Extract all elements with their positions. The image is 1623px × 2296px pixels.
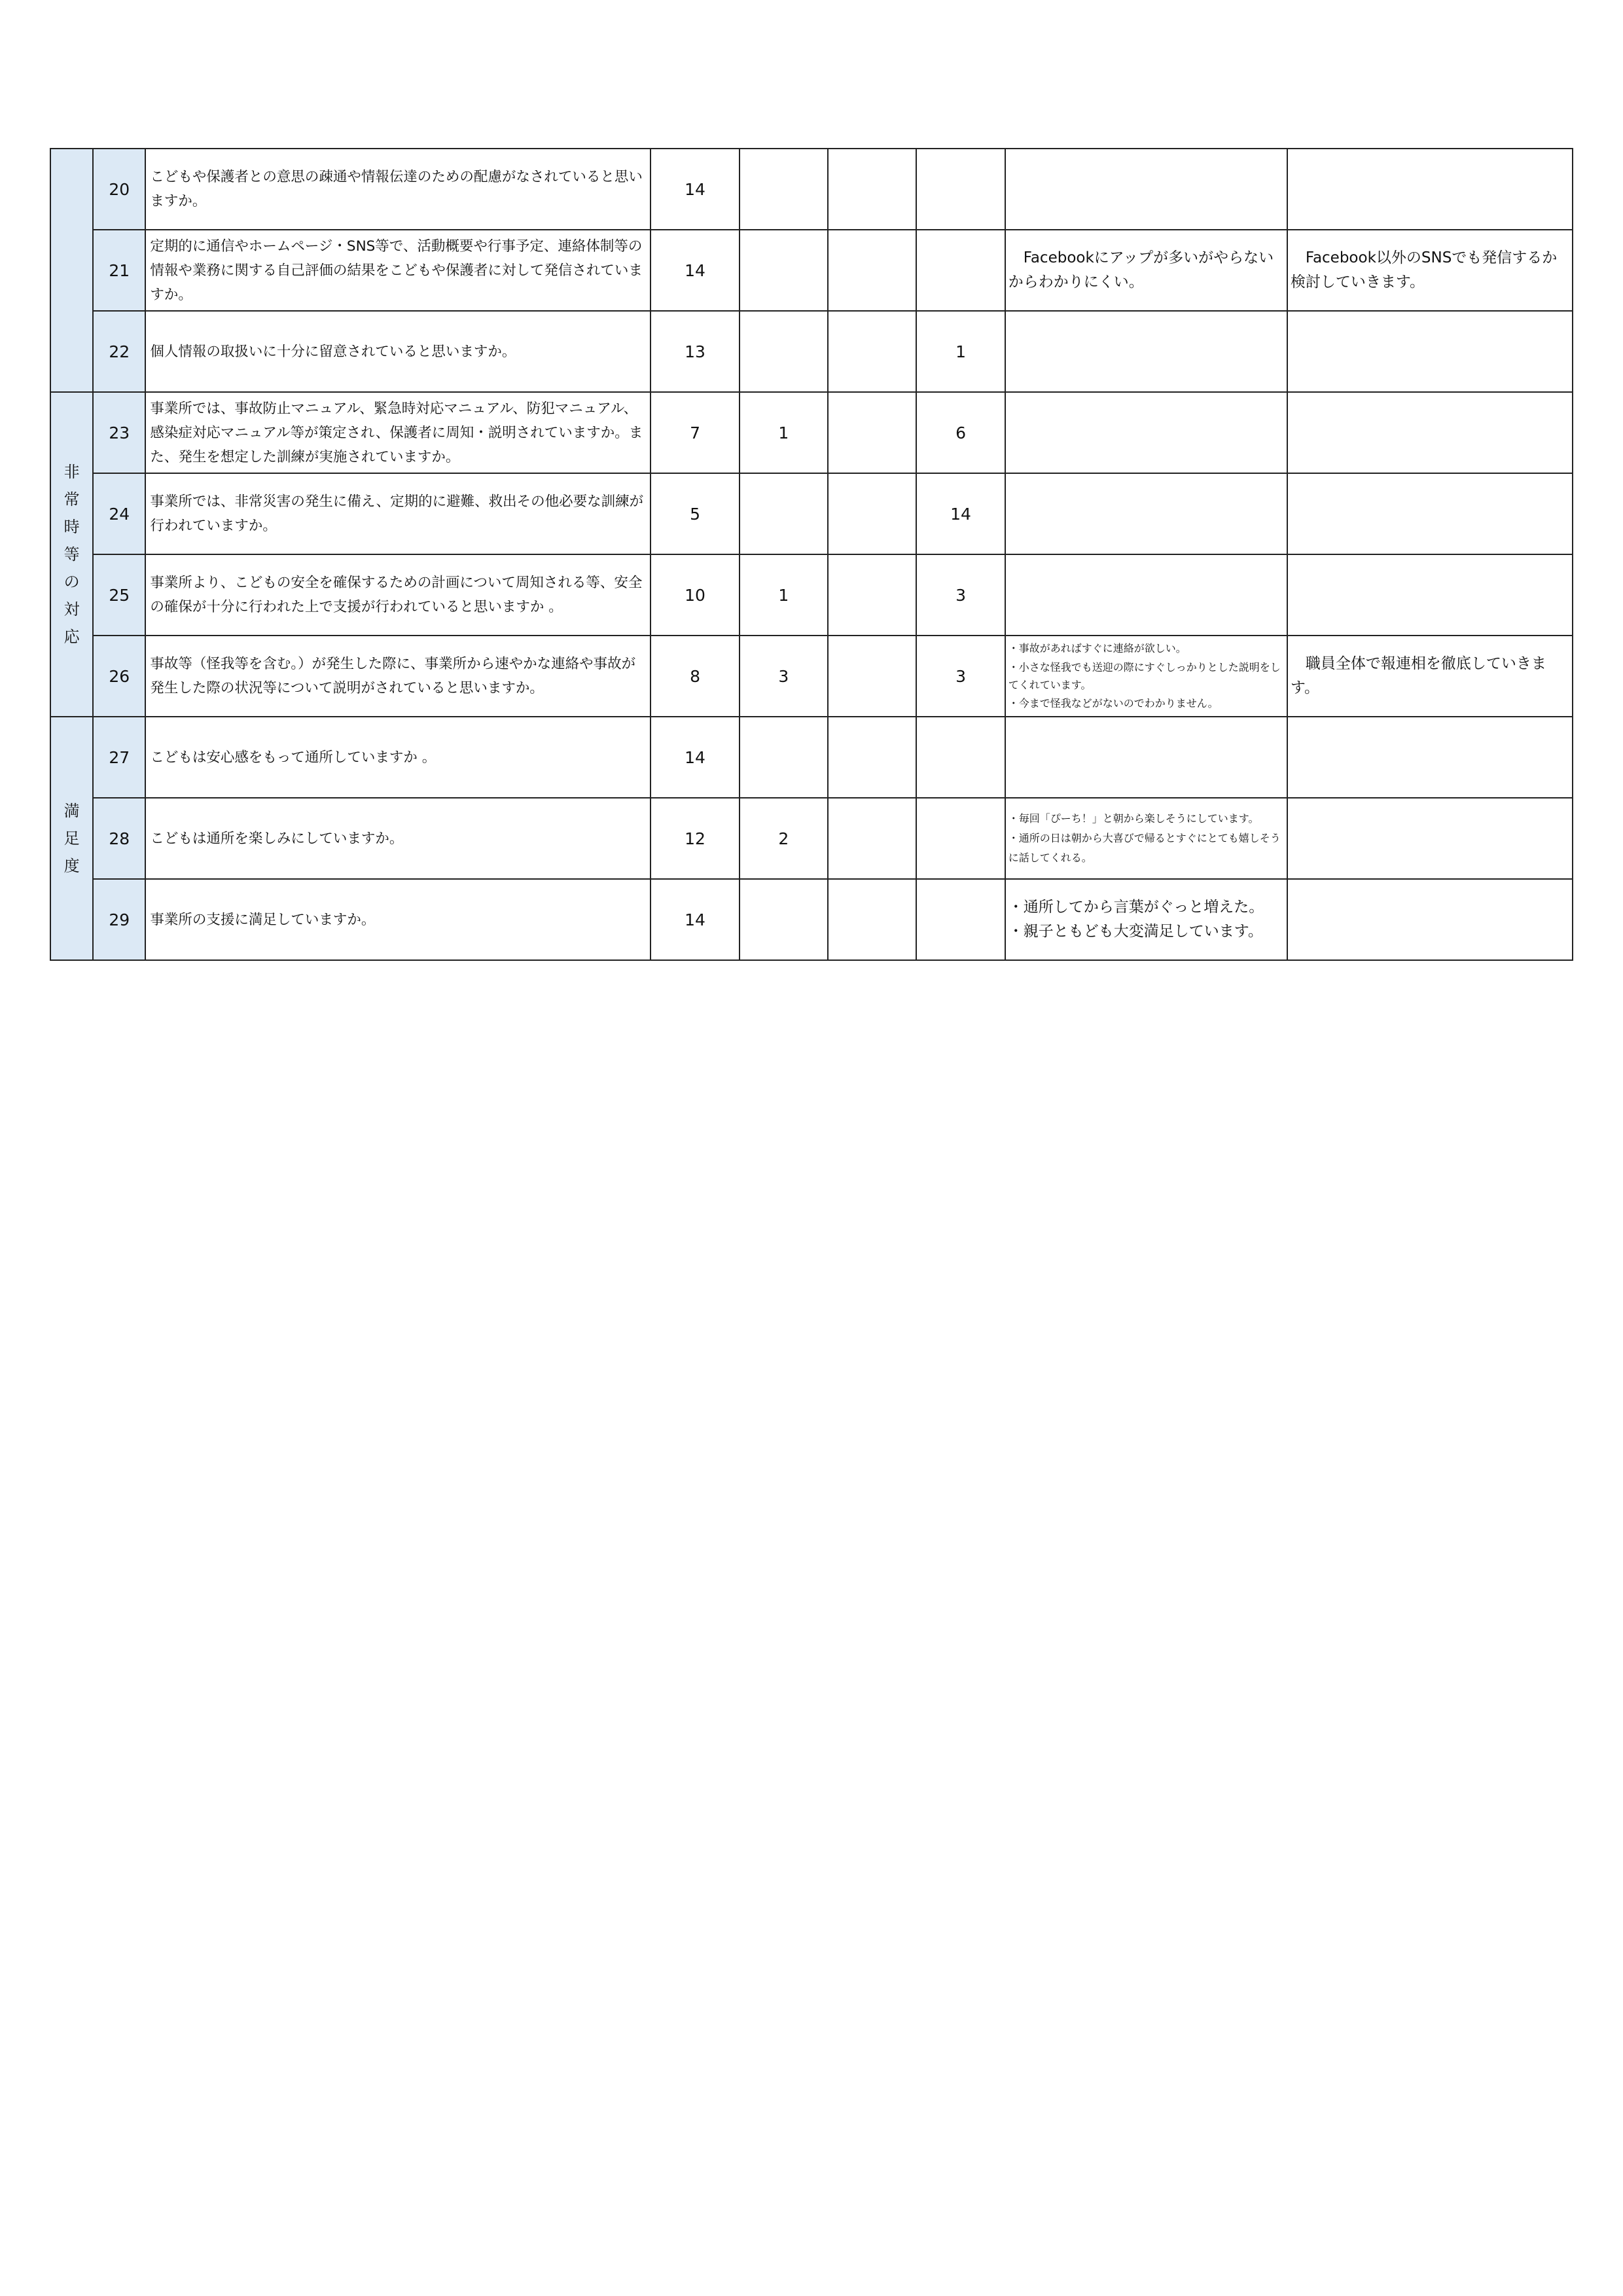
category-char: 度 — [63, 857, 80, 875]
row-number: 23 — [93, 392, 145, 473]
count-unknown: 6 — [916, 392, 1005, 473]
category-char: の — [63, 573, 80, 591]
count-no — [828, 879, 916, 960]
question-text: 事業所では、事故防止マニュアル、緊急時対応マニュアル、防犯マニュアル、感染症対応マニュアル等が策定され、保護者に周知・説明されていますか。また、発生を想定した訓練が実施されていますか。 — [145, 392, 651, 473]
parent-opinion — [1005, 473, 1287, 554]
count-no — [828, 149, 916, 230]
row-number: 20 — [93, 149, 145, 230]
count-unknown: 3 — [916, 636, 1005, 717]
count-yes: 10 — [651, 554, 739, 636]
parent-opinion — [1005, 554, 1287, 636]
count-unknown — [916, 230, 1005, 311]
count-unknown: 3 — [916, 554, 1005, 636]
count-unknown: 1 — [916, 311, 1005, 392]
count-yes: 14 — [651, 149, 739, 230]
count-unknown — [916, 798, 1005, 879]
table-row — [50, 636, 1573, 717]
table-row — [50, 230, 1573, 311]
category-char: 満 — [63, 802, 80, 820]
parent-opinion — [1005, 879, 1287, 960]
row-number: 27 — [93, 717, 145, 798]
staff-response — [1287, 473, 1573, 554]
question-text: 事故等（怪我等を含む。）が発生した際に、事業所から速やかな連絡や事故が発生した際の状況等について説明がされていると思いますか。 — [145, 636, 651, 717]
row-number: 22 — [93, 311, 145, 392]
category-emergency — [50, 392, 93, 717]
count-no — [828, 392, 916, 473]
question-text: 事業所の支援に満足していますか。 — [145, 879, 651, 960]
count-unknown: 14 — [916, 473, 1005, 554]
question-text: 定期的に通信やホームページ・SNS等で、活動概要や行事予定、連絡体制等の情報や業務に関する自己評価の結果をこどもや保護者に対して発信されていますか。 — [145, 230, 651, 311]
count-neutral: 3 — [740, 636, 828, 717]
count-yes: 7 — [651, 392, 739, 473]
count-yes: 14 — [651, 230, 739, 311]
count-no — [828, 636, 916, 717]
table-row — [50, 311, 1573, 392]
opinion-line: ・今まで怪我などがないのでわかりません。 — [1008, 697, 1219, 709]
row-number: 21 — [93, 230, 145, 311]
opinion-line: ・親子ともども大変満足しています。 — [1008, 923, 1263, 940]
count-no — [828, 473, 916, 554]
question-text: こどもは通所を楽しみにしていますか。 — [145, 798, 651, 879]
category-char: 等 — [63, 545, 80, 564]
count-yes: 8 — [651, 636, 739, 717]
count-yes: 14 — [651, 879, 739, 960]
parent-opinion — [1005, 636, 1287, 717]
staff-response — [1287, 717, 1573, 798]
staff-response — [1287, 636, 1573, 717]
table-row — [50, 392, 1573, 473]
category-cell-continued — [50, 149, 93, 392]
count-yes: 13 — [651, 311, 739, 392]
row-number: 26 — [93, 636, 145, 717]
count-unknown — [916, 149, 1005, 230]
opinion-line: ・通所してから言葉がぐっと増えた。 — [1008, 899, 1264, 916]
staff-response — [1287, 149, 1573, 230]
opinion-line: Facebookにアップが多いがやらないからわかりにくい。 — [1008, 249, 1274, 291]
row-number: 24 — [93, 473, 145, 554]
count-no — [828, 230, 916, 311]
count-neutral: 2 — [740, 798, 828, 879]
question-text: 個人情報の取扱いに十分に留意されていると思いますか。 — [145, 311, 651, 392]
count-unknown — [916, 717, 1005, 798]
count-no — [828, 717, 916, 798]
staff-response — [1287, 311, 1573, 392]
evaluation-table — [50, 148, 1573, 961]
parent-opinion — [1005, 392, 1287, 473]
count-neutral: 1 — [740, 554, 828, 636]
count-neutral — [740, 717, 828, 798]
row-number: 28 — [93, 798, 145, 879]
category-char: 足 — [63, 829, 80, 848]
staff-response — [1287, 879, 1573, 960]
count-neutral — [740, 230, 828, 311]
opinion-line: ・毎回「ぴーち！」と朝から楽しそうにしています。 — [1008, 812, 1259, 825]
count-neutral — [740, 879, 828, 960]
count-no — [828, 311, 916, 392]
table-row — [50, 717, 1573, 798]
question-text: 事業所では、非常災害の発生に備え、定期的に避難、救出その他必要な訓練が行われていますか。 — [145, 473, 651, 554]
row-number: 25 — [93, 554, 145, 636]
count-neutral — [740, 473, 828, 554]
opinion-line: ・通所の日は朝から大喜びで帰るとすぐにとても嬉しそうに話してくれる。 — [1008, 832, 1281, 864]
parent-opinion — [1005, 311, 1287, 392]
staff-response — [1287, 230, 1573, 311]
count-neutral: 1 — [740, 392, 828, 473]
staff-response — [1287, 554, 1573, 636]
staff-response — [1287, 798, 1573, 879]
count-no — [828, 554, 916, 636]
opinion-line: ・事故があればすぐに連絡が欲しい。 — [1008, 642, 1186, 655]
question-text: こどもや保護者との意思の疎通や情報伝達のための配慮がなされていると思いますか。 — [145, 149, 651, 230]
parent-opinion — [1005, 230, 1287, 311]
table-row — [50, 149, 1573, 230]
table-row — [50, 554, 1573, 636]
category-char: 応 — [63, 628, 80, 646]
category-char: 常 — [63, 490, 80, 509]
parent-opinion — [1005, 717, 1287, 798]
response-line: Facebook以外のSNSでも発信するか検討していきます。 — [1290, 249, 1558, 291]
response-line: 職員全体で報連相を徹底していきます。 — [1290, 655, 1546, 696]
count-yes: 12 — [651, 798, 739, 879]
count-yes: 5 — [651, 473, 739, 554]
parent-opinion — [1005, 149, 1287, 230]
count-no — [828, 798, 916, 879]
question-text: こどもは安心感をもって通所していますか 。 — [145, 717, 651, 798]
opinion-line: ・小さな怪我でも送迎の際にすぐしっかりとした説明をしてくれています。 — [1008, 661, 1281, 691]
count-yes: 14 — [651, 717, 739, 798]
table-row — [50, 879, 1573, 960]
category-satisfaction — [50, 717, 93, 960]
category-char: 非 — [63, 463, 80, 481]
count-neutral — [740, 311, 828, 392]
question-text: 事業所より、こどもの安全を確保するための計画について周知される等、安全の確保が十分に行われた上で支援が行われていると思いますか 。 — [145, 554, 651, 636]
table-row — [50, 798, 1573, 879]
category-char: 時 — [63, 518, 80, 536]
table-row — [50, 473, 1573, 554]
category-char: 対 — [63, 600, 80, 619]
row-number: 29 — [93, 879, 145, 960]
count-neutral — [740, 149, 828, 230]
staff-response — [1287, 392, 1573, 473]
parent-opinion — [1005, 798, 1287, 879]
count-unknown — [916, 879, 1005, 960]
